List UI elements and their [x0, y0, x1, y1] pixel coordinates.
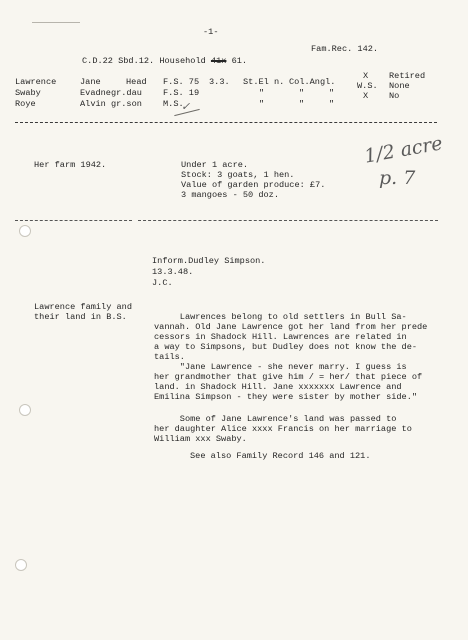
farm-label: Her farm 1942. [34, 160, 107, 170]
section-divider [15, 122, 437, 123]
body-line: "Jane Lawrence - she never marry. I guess is [154, 362, 407, 372]
body-line: tails. [154, 352, 185, 362]
given-name-cell: Evadnegr.dau [80, 88, 142, 98]
surname-cell: Lawrence [15, 77, 57, 87]
sex-status-cell: M.S. [163, 99, 184, 109]
relation-cell: Head [126, 77, 147, 87]
household-struck-number: 41x [210, 56, 227, 66]
body-line: her daughter Alice xxxx Francis on her marriage to [154, 424, 412, 434]
handwritten-acre-note: 1/2 acre [362, 132, 445, 168]
body-line: cessors in Shadock Hill. Lawrences are related in [154, 332, 407, 342]
punch-hole-middle [19, 404, 31, 416]
handwritten-page-note: p. 7 [379, 167, 416, 189]
family-label-line1: Lawrence family and [34, 302, 132, 312]
mark-cell: X [363, 71, 369, 81]
ditto-mark: " [329, 99, 335, 109]
household-suffix: 61. [226, 56, 248, 66]
body-line: a way to Simpsons, but Dudley does not know the de- [154, 342, 418, 352]
farm-detail-line: 3 mangoes - 50 doz. [181, 190, 279, 200]
informant-initials: J.C. [152, 278, 173, 288]
body-line: William xxx Swaby. [154, 434, 247, 444]
informant-line: Inform.Dudley Simpson. [152, 256, 266, 266]
body-line: Some of Jane Lawrence's land was passed to [154, 414, 397, 424]
family-record-number: Fam.Rec. 142. [311, 44, 379, 54]
given-name-cell: Alvin gr.son [80, 99, 142, 109]
family-label-line2: their land in B.S. [34, 312, 127, 322]
body-line: Lawrences belong to old settlers in Bull Sa- [154, 312, 407, 322]
religion-cell: Col.Angl. [289, 77, 336, 87]
punch-hole-top [19, 225, 31, 237]
ditto-mark: " [329, 88, 335, 98]
birthplace-cell: St.El n. [243, 77, 285, 87]
household-prefix: C.D.22 Sbd.12. Household [82, 56, 211, 66]
punch-hole-bottom [15, 559, 27, 571]
ditto-mark: " [299, 99, 305, 109]
see-also-note: See also Family Record 146 and 121. [190, 451, 371, 461]
mark-cell: X [363, 91, 369, 101]
household-line [82, 56, 247, 66]
tick-mark: ✓ [181, 100, 191, 113]
body-line: Emilina Simpson - they were sister by mother side." [154, 392, 418, 402]
section-divider [138, 220, 438, 221]
status-cell: W.S. [357, 81, 378, 91]
occupation-cell: None [389, 81, 410, 91]
surname-cell: Roye [15, 99, 36, 109]
body-line: her grandmother that give him / = her/ that piece of [154, 372, 423, 382]
sex-age-cell: F.S. 75 [163, 77, 200, 87]
occupation-cell: Retired [389, 71, 426, 81]
body-line: vannah. Old Jane Lawrence got her land from her prede [154, 322, 428, 332]
page-number: -1- [203, 27, 219, 37]
given-name-cell: Jane [80, 77, 101, 87]
sex-age-cell: F.S. 19 [163, 88, 200, 98]
pencil-mark [32, 22, 80, 23]
ditto-mark: " [259, 99, 265, 109]
informant-date: 13.3.48. [152, 267, 194, 277]
ditto-mark: " [259, 88, 265, 98]
surname-cell: Swaby [15, 88, 41, 98]
farm-detail-line: Under 1 acre. [181, 160, 249, 170]
farm-detail-line: Value of garden produce: £7. [181, 180, 326, 190]
ditto-mark: " [299, 88, 305, 98]
farm-detail-line: Stock: 3 goats, 1 hen. [181, 170, 295, 180]
body-line: land. in Shadock Hill. Jane xxxxxxx Lawrence and [154, 382, 402, 392]
section-divider [15, 220, 132, 221]
date-cell: 3.3. [209, 77, 230, 87]
occupation-cell: No [389, 91, 400, 101]
